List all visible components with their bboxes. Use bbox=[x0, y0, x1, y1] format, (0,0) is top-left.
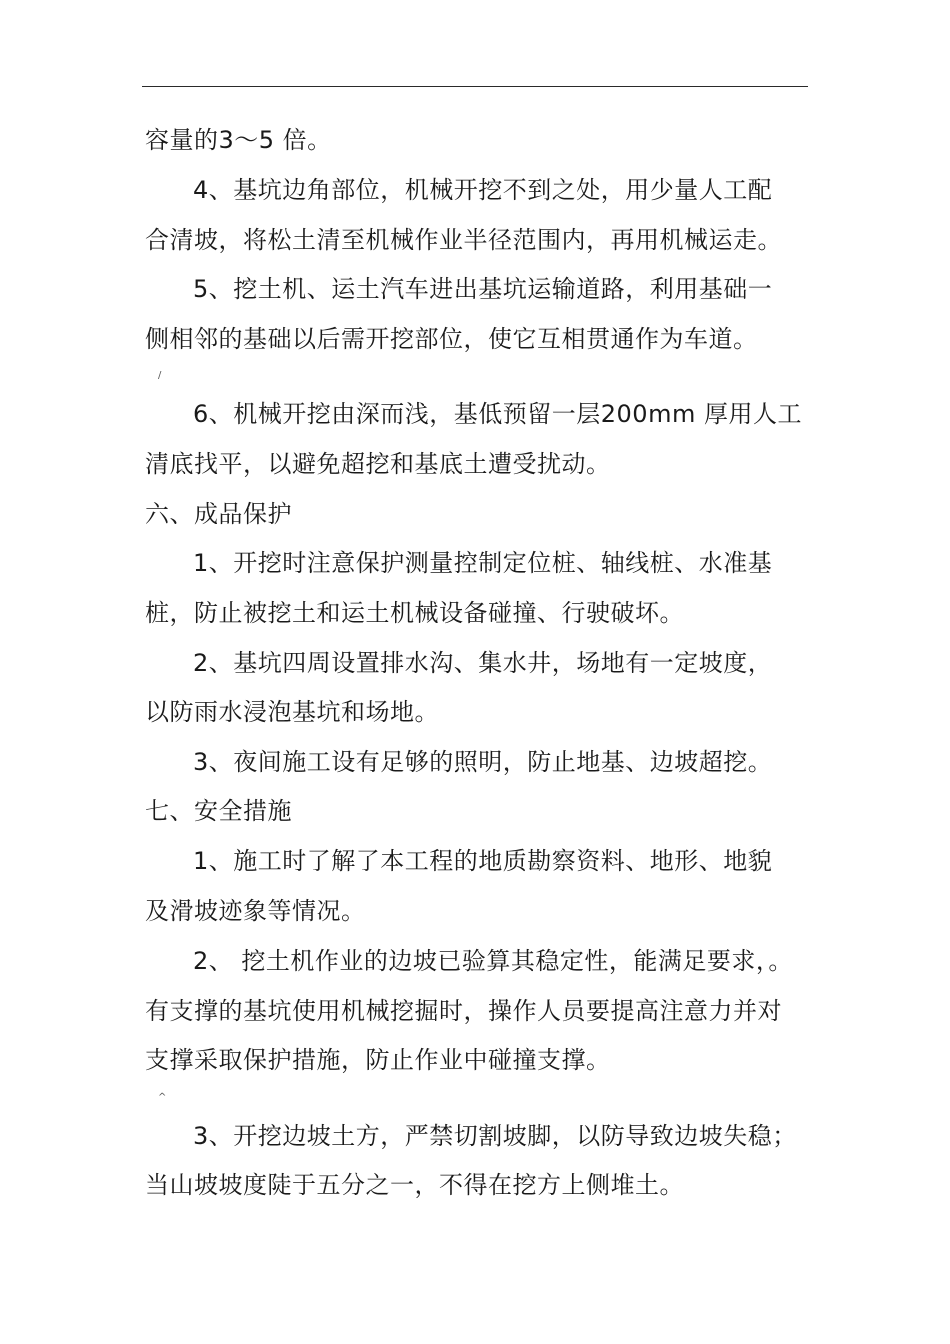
text-line: 3、夜间施工设有足够的照明，防止地基、边坡超挖。 bbox=[193, 748, 773, 776]
text-line: 清底找平，以避免超挖和基底土遭受扰动。 bbox=[145, 450, 611, 478]
text-line: 2、基坑四周设置排水沟、集水井，场地有一定坡度， bbox=[193, 649, 773, 677]
section-heading: 六、成品保护 bbox=[145, 500, 292, 528]
text-line: 2、 挖土机作业的边坡已验算其稳定性，能满足要求，。 bbox=[193, 947, 793, 975]
text-line: 以防雨水浸泡基坑和场地。 bbox=[145, 698, 439, 726]
text-line: 合清坡，将松土清至机械作业半径范围内，再用机械运走。 bbox=[145, 226, 782, 254]
stray-mark: ^ bbox=[158, 1092, 167, 1103]
text-line: 1、施工时了解了本工程的地质勘察资料、地形、地貌 bbox=[193, 847, 773, 875]
text-line: 当山坡坡度陡于五分之一，不得在挖方上侧堆土。 bbox=[145, 1171, 684, 1199]
text-line: 3、开挖边坡土方，严禁切割坡脚，以防导致边坡失稳； bbox=[193, 1122, 797, 1150]
section-heading: 七、安全措施 bbox=[145, 797, 292, 825]
stray-mark: / bbox=[158, 370, 162, 381]
text-line: 4、基坑边角部位，机械开挖不到之处，用少量人工配 bbox=[193, 176, 773, 204]
text-line: 5、挖土机、运土汽车进出基坑运输道路，利用基础一 bbox=[193, 275, 773, 303]
text-line: 桩，防止被挖土和运土机械设备碰撞、行驶破坏。 bbox=[145, 599, 684, 627]
text-line: 侧相邻的基础以后需开挖部位，使它互相贯通作为车道。 bbox=[145, 325, 758, 353]
text-line: 1、开挖时注意保护测量控制定位桩、轴线桩、水准基 bbox=[193, 549, 773, 577]
text-line: 6、机械开挖由深而浅，基低预留一层200mm 厚用人工 bbox=[193, 400, 802, 428]
text-line: 有支撑的基坑使用机械挖掘时，操作人员要提高注意力并对 bbox=[145, 997, 782, 1025]
header-rule bbox=[142, 86, 808, 87]
text-line: 支撑采取保护措施，防止作业中碰撞支撑。 bbox=[145, 1046, 611, 1074]
text-line: 容量的3～5 倍。 bbox=[145, 126, 332, 154]
text-line: 及滑坡迹象等情况。 bbox=[145, 897, 366, 925]
